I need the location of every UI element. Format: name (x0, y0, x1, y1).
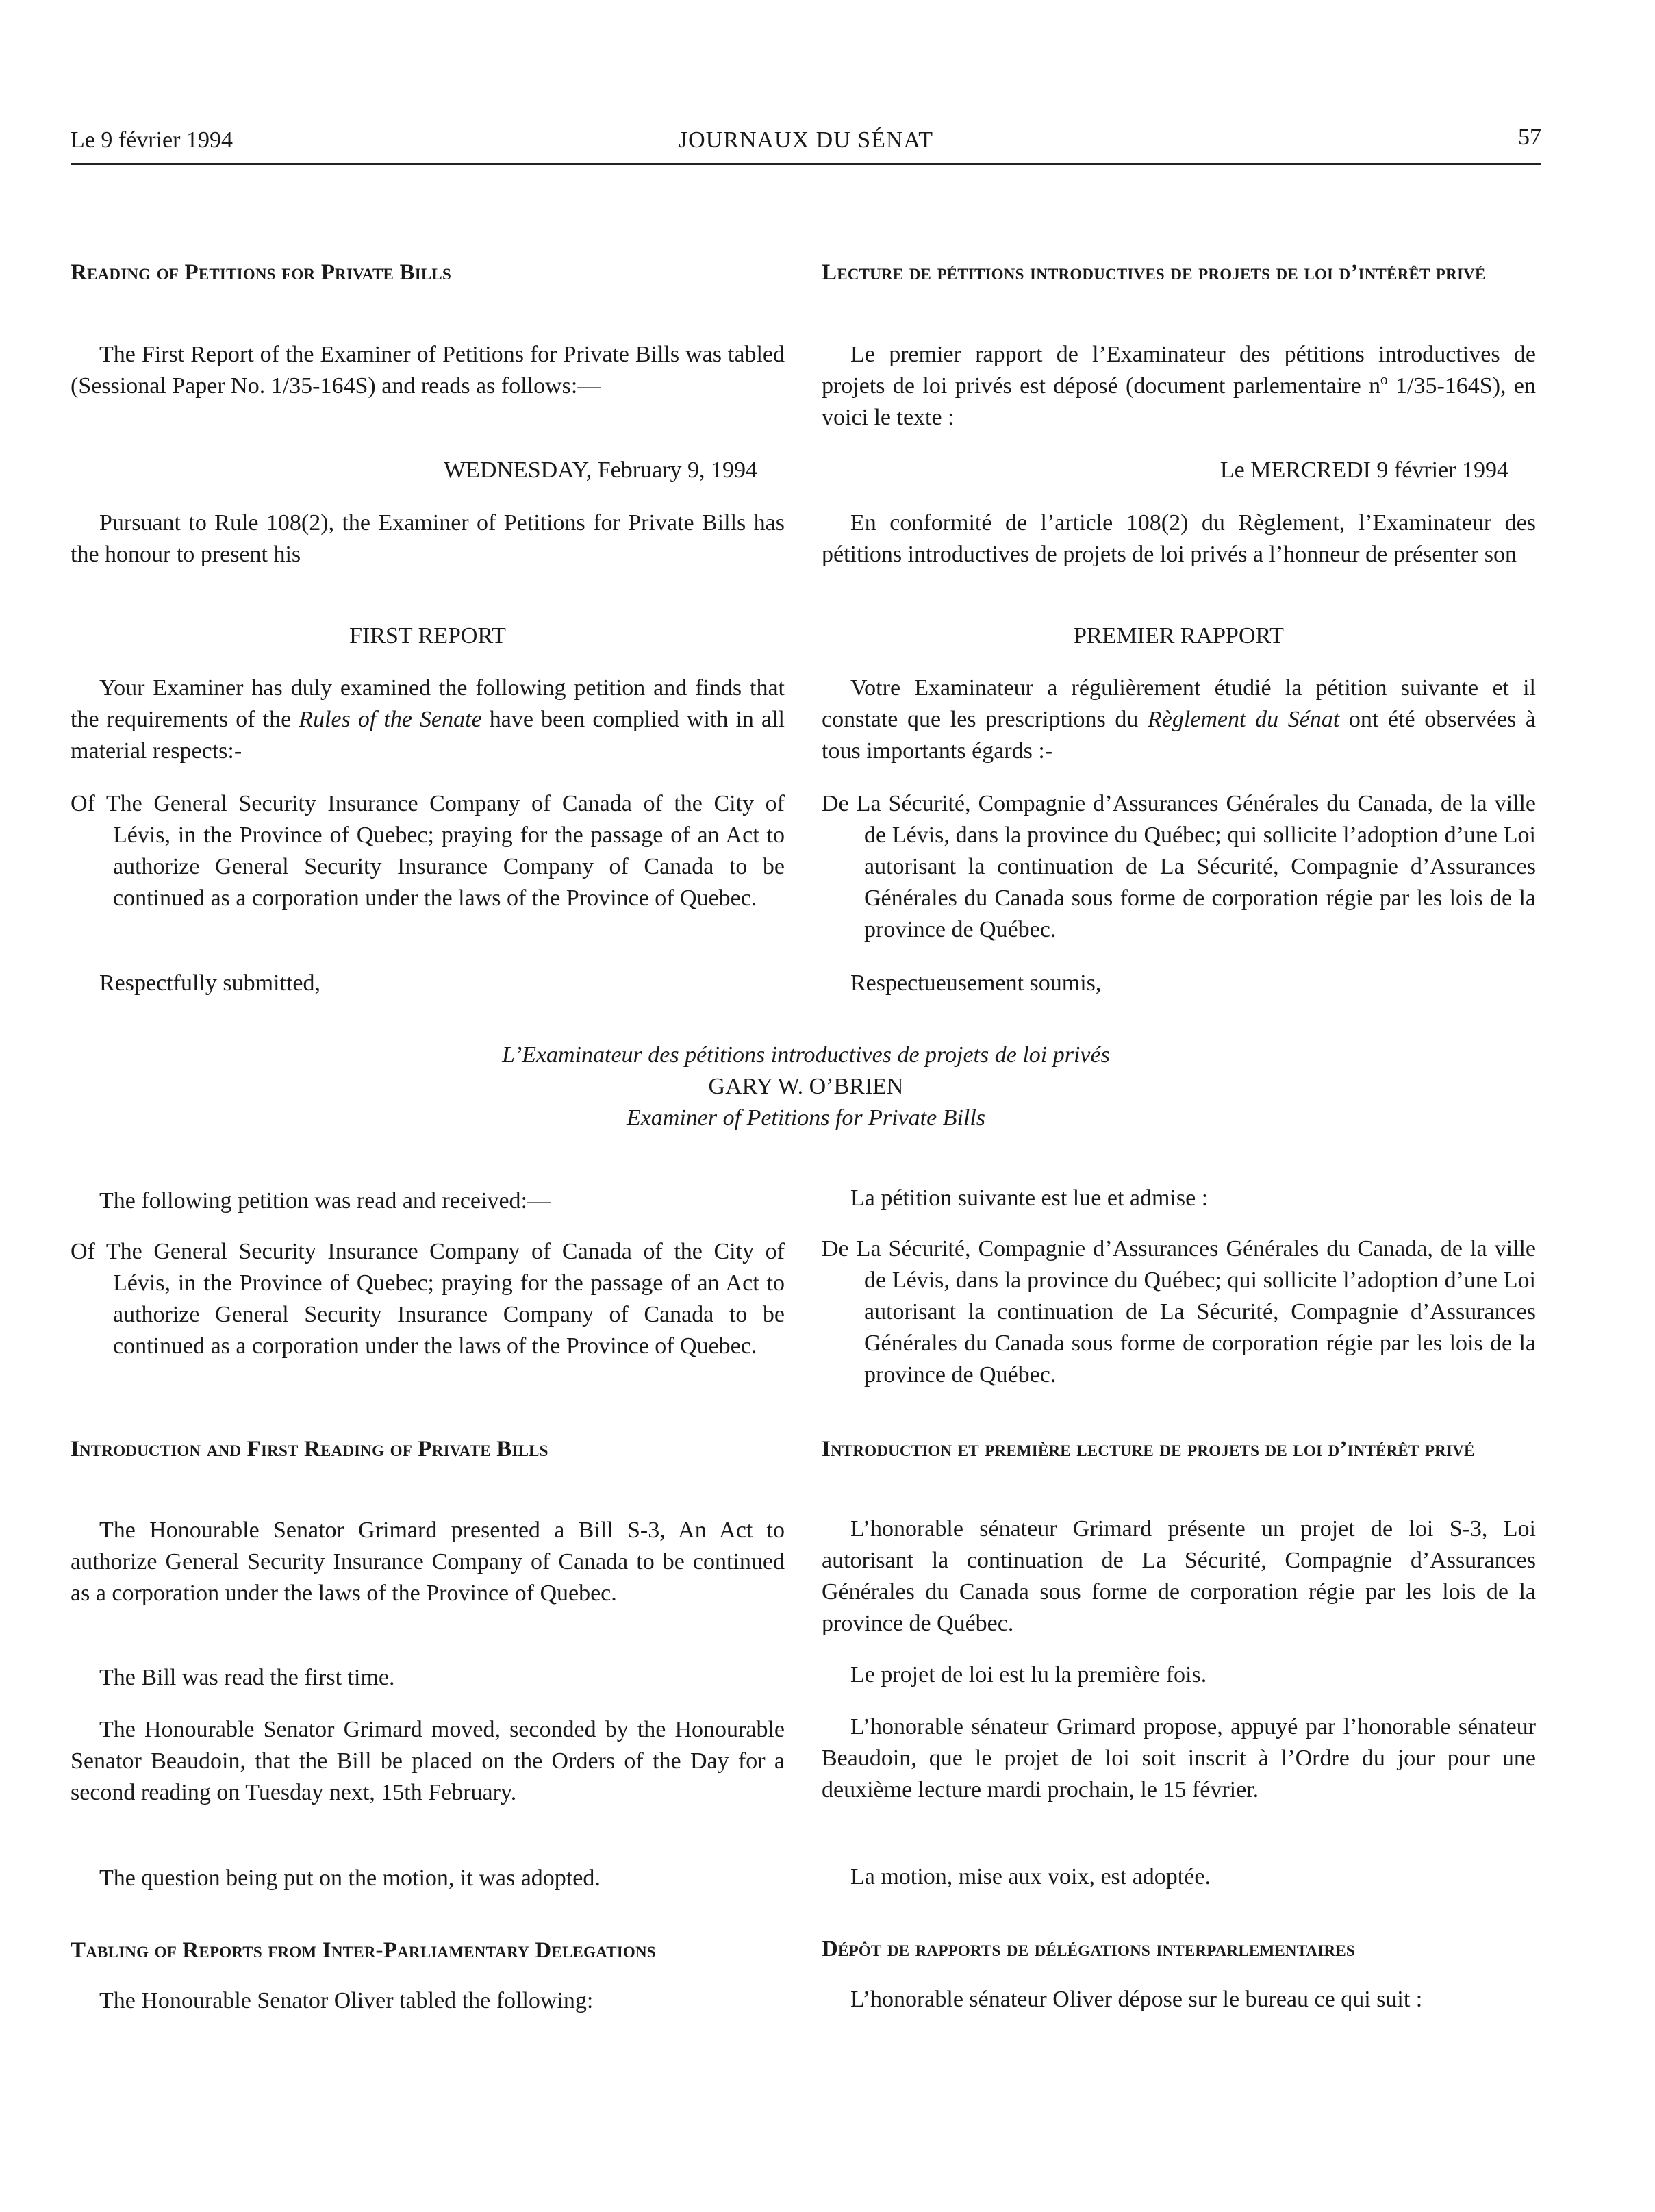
header-title: JOURNAUX DU SÉNAT (678, 127, 934, 153)
paragraph: La pétition suivante est lue et admise : (850, 1185, 1209, 1211)
fr-section-tabling-heading (822, 1935, 1536, 1963)
report-title: PREMIER RAPPORT (1074, 623, 1284, 649)
section-heading: Reading of Petitions for Private Bills (71, 260, 451, 285)
rules-of-senate-italic: Rules of the Senate (299, 707, 482, 732)
en-motion (71, 1714, 785, 1809)
fr-rule-paragraph (822, 507, 1536, 570)
en-tabling-paragraph (71, 1985, 785, 2017)
paragraph: The Bill was read the first time. (99, 1665, 395, 1690)
en-petition-read (71, 1185, 785, 1217)
closing-text: Respectueusement soumis, (850, 970, 1102, 996)
paragraph: L’honorable sénateur Oliver dépose sur le bureau ce qui suit : (850, 1987, 1423, 2012)
paragraph: L’honorable sénateur Grimard présente un projet de loi S-3, Loi autorisant la continuation de La Sécurité, Compagnie d’Assurances Générales du Canada sous forme de corporation régie par les lois de la province de Québec. (822, 1516, 1536, 1636)
en-petition-1 (71, 788, 785, 914)
paragraph (71, 673, 785, 767)
petition-text: De La Sécurité, Compagnie d’Assurances Générales du Canada, de la ville de Lévis, dans la province du Québec; qui sollicite l’adoption d’une Loi autorisant la continuation de La Sécurité, Compagnie d’Assurances Générales du Canada sous forme de corporation régie par les lois de la province de Québec. (822, 791, 1536, 942)
fr-petition-read (822, 1183, 1536, 1214)
reglement-du-senat-italic: Règlement du Sénat (1148, 707, 1340, 732)
paragraph: The First Report of the Examiner of Petitions for Private Bills was tabled (Sessional Paper No. 1/35-164S) and reads as follows:— (71, 342, 785, 399)
petition-text: De La Sécurité, Compagnie d’Assurances Générales du Canada, de la ville de Lévis, dans la province du Québec; qui sollicite l’adoption d’une Loi autorisant la continuation de La Sécurité, Compagnie d’Assurances Générales du Canada sous forme de corporation régie par les lois de la province de Québec. (822, 1236, 1536, 1387)
fr-section-petitions-heading (822, 259, 1536, 286)
fr-petition-1 (822, 788, 1536, 946)
page-number: 57 (1518, 125, 1541, 150)
en-section-petitions-heading (71, 259, 785, 286)
header-rule (71, 163, 1541, 165)
paragraph: L’honorable sénateur Grimard propose, appuyé par l’honorable sénateur Beaudoin, que le projet de loi soit inscrit à l’Ordre du jour pour une deuxième lecture mardi prochain, le 15 février. (822, 1714, 1536, 1802)
en-examination-paragraph (71, 673, 785, 767)
text-run: have been complied with in all material respects:- (71, 707, 785, 764)
section-heading: Dépôt de rapports de délégations interparlementaires (822, 1937, 1355, 1961)
paragraph: The Honourable Senator Grimard moved, seconded by the Honourable Senator Beaudoin, that the Bill be placed on the Orders of the Day for a second reading on Tuesday next, 15th February. (71, 1717, 785, 1805)
en-rule-paragraph (71, 507, 785, 570)
page-header (71, 127, 1541, 168)
en-closing (71, 968, 785, 999)
paragraph: Le projet de loi est lu la première fois. (850, 1662, 1207, 1687)
fr-petition-2 (822, 1233, 1536, 1391)
text-run: Your Examiner has duly examined the following petition and finds that the requirements of the (71, 675, 785, 732)
report-date: WEDNESDAY, February 9, 1994 (443, 457, 757, 483)
en-section-introduction-heading (71, 1435, 785, 1463)
en-first-report-intro (71, 339, 785, 402)
paragraph: The following petition was read and received:— (99, 1188, 551, 1214)
section-heading: Lecture de pétitions introductives de projets de loi d’intérêt privé (822, 260, 1486, 285)
fr-closing (822, 968, 1536, 999)
report-title: FIRST REPORT (349, 623, 506, 649)
fr-report-title (822, 620, 1536, 652)
fr-motion (822, 1711, 1536, 1806)
en-petition-2 (71, 1236, 785, 1362)
fr-report-date (822, 455, 1536, 486)
signature-fr-title: L’Examinateur des pétitions introductives de projets de loi privés (502, 1042, 1110, 1068)
fr-tabling-paragraph (822, 1984, 1536, 2015)
section-heading: Introduction and First Reading of Private Bills (71, 1437, 548, 1461)
fr-section-introduction-heading (822, 1435, 1536, 1463)
closing-text: Respectfully submitted, (99, 970, 320, 996)
signature-en-title: Examiner of Petitions for Private Bills (626, 1105, 986, 1131)
header-date: Le 9 février 1994 (71, 127, 233, 153)
section-heading: Tabling of Reports from Inter-Parliamentary Delegations (71, 1938, 656, 1963)
fr-examination-paragraph (822, 673, 1536, 767)
fr-adopted (822, 1861, 1536, 1893)
en-section-tabling-heading (71, 1937, 785, 1964)
report-date: Le MERCREDI 9 février 1994 (1220, 457, 1508, 483)
paragraph: The Honourable Senator Oliver tabled the following: (99, 1988, 594, 2013)
signature-name: GARY W. O’BRIEN (708, 1074, 904, 1099)
paragraph: The Honourable Senator Grimard presented a Bill S-3, An Act to authorize General Security Insurance Company of Canada to be continued as a corporation under the laws of the Province of Quebec. (71, 1518, 785, 1606)
text-run: ont été observées à tous importants égards :- (822, 707, 1536, 764)
paragraph: La motion, mise aux voix, est adoptée. (850, 1864, 1211, 1889)
en-report-title (71, 620, 785, 652)
en-first-reading (71, 1662, 785, 1694)
fr-bill-presented (822, 1513, 1536, 1639)
text-run: Votre Examinateur a régulièrement étudié la pétition suivante et il constate que les prescriptions du (822, 675, 1536, 732)
fr-first-reading (822, 1659, 1536, 1691)
en-adopted (71, 1863, 785, 1894)
paragraph: Le premier rapport de l’Examinateur des pétitions introductives de projets de loi privés est déposé (document parlementaire nº 1/35-164S), en voici le texte : (822, 342, 1536, 430)
fr-first-report-intro (822, 339, 1536, 433)
signature-block (71, 1040, 1541, 1134)
petition-text: Of The General Security Insurance Company of Canada of the City of Lévis, in the Province of Quebec; praying for the passage of an Act to authorize General Security Insurance Company of Canada to be continued as a corporation under the laws of the Province of Quebec. (71, 1239, 785, 1359)
paragraph: En conformité de l’article 108(2) du Règlement, l’Examinateur des pétitions introductives de projets de loi privés a l’honneur de présenter son (822, 510, 1536, 567)
paragraph: The question being put on the motion, it was adopted. (99, 1865, 601, 1891)
paragraph: Pursuant to Rule 108(2), the Examiner of Petitions for Private Bills has the honour to present his (71, 510, 785, 567)
petition-text: Of The General Security Insurance Company of Canada of the City of Lévis, in the Province of Quebec; praying for the passage of an Act to authorize General Security Insurance Company of Canada to be continued as a corporation under the laws of the Province of Quebec. (71, 791, 785, 911)
en-report-date (71, 455, 785, 486)
en-bill-presented (71, 1515, 785, 1609)
paragraph (822, 673, 1536, 767)
section-heading: Introduction et première lecture de projets de loi d’intérêt privé (822, 1437, 1475, 1461)
